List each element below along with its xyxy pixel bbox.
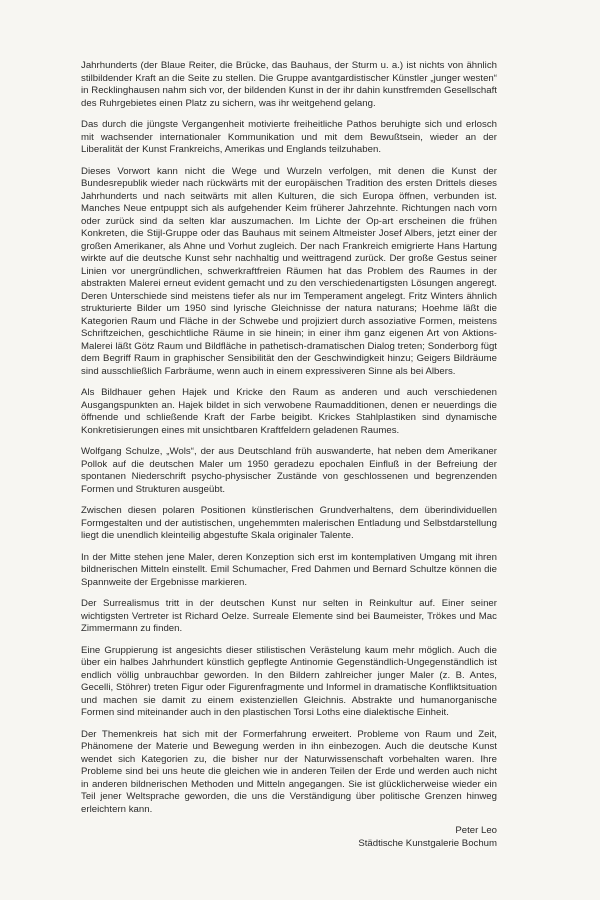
paragraph-10: Der Themenkreis hat sich mit der Formerfahrung erweitert. Probleme von Raum und Zeit, Phänomene der Materie und Bewegung werden in ihn einbezogen. Auch die deutsche Kunst wendet sich Kategorien zu, die bisher nur der Naturwissenschaft vorbehalten waren. Ihre Probleme sind bei uns heute die gleichen wie in anderen Teilen der Erde und werden auch nicht in anderen bildnerischen Methoden und Mitteln angegangen. Sie ist glücklicherweise wieder ein Teil jener Weltsprache geworden, die uns die Verständigung über politische Grenzen hinweg erleichtern kann. [81, 728, 497, 815]
paragraph-8: Der Surrealismus tritt in der deutschen Kunst nur selten in Reinkultur auf. Einer seiner wichtigsten Vertreter ist Richard Oelze. Surreale Elemente sind bei Baumeister, Trökes und Mac Zimmermann zu finden. [81, 598, 497, 634]
paragraph-7: In der Mitte stehen jene Maler, deren Konzeption sich erst im kontemplativen Umgang mit ihren bildnerischen Mitteln einstellt. Emil Schumacher, Fred Dahmen und Bernard Schultze können die Spannweite der Ergebnisse markieren. [81, 551, 497, 588]
paragraph-1: Jahrhunderts (der Blaue Reiter, die Brücke, das Bauhaus, der Sturm u. a.) ist nichts von ähnlich stilbildender Kraft an die Seite zu stellen. Die Gruppe avantgardistischer Künstler „junger westen“ in Recklinghausen nahm sich vor, der bildenden Kunst in der ihr dahin kunstfremden Gesellschaft des Ruhrgebietes einen Platz zu sichern, was ihr weitgehend gelang. [81, 60, 497, 109]
author-name: Peter Leo [455, 825, 497, 836]
paragraph-4: Als Bildhauer gehen Hajek und Kricke den Raum as anderen und auch verschiedenen Ausgangspunkten an. Hajek bildet in sich verwobene Raumadditionen, denen er neuerdings die öffnende und schließende Kraft der Farbe beigibt. Krickes Stahlplastiken sind dynamische Konkretisierungen eines mit unsichtbaren Kraftfeldern geladenen Raumes. [81, 387, 497, 436]
paragraph-6: Zwischen diesen polaren Positionen künstlerischen Grundverhaltens, dem überindividuellen Formgestalten und der autistischen, ungehemmten malerischen Entladung und Selbstdarstellung liegt die unendlich kleinteilig abgestufte Skala originaler Talente. [81, 505, 497, 541]
paragraph-3: Dieses Vorwort kann nicht die Wege und Wurzeln verfolgen, mit denen die Kunst der Bundesrepublik wieder nach rückwärts mit der europäischen Tradition des ersten Drittels dieses Jahrhunderts und nach seitwärts mit allen Kulturen, die sich Europa öffnen, verbunden ist. Manches Neue entpuppt sich als aufgehender Keim früherer Jahrzehnte. Richtungen nach vorn oder zurück sind da selten klar auszumachen. Im Lichte der Op-art erscheinen die frühen Konkreten, die Stijl-Gruppe oder das Bauhaus mit seinem Altmeister Josef Albers, jetzt einer der großen Amerikaner, als Ahne und Vorhut zugleich. Der nach Frankreich emigrierte Hans Hartung wirkte auf die deutsche Kunst sehr nachhaltig und weittragend zurück. Der große Gestus seiner Linien vor unergründlichen, schwerkraftfreien Räumen hat das Problem des Raumes in der abstrakten Malerei erneut evident gemacht und zu den verschiedenartigsten Lösungen angeregt. Deren Unterschiede sind meistens tiefer als nur im Temperament angelegt. Fritz Winters ähnlich strukturierte Bilder um 1950 sind lyrische Gleichnisse der natura naturans; Hoehme läßt die Kategorien Raum und Fläche in der Schwebe und projiziert durch assoziative Formen, meistens Schriftzeichen, geschichtliche Räume in sie hinein; in einer ihm ganz eigenen Art von Aktions-Malerei läßt Götz Raum und Bildfläche in pathetisch-dramatischen Dialog treten; Sonderborg fügt dem Begriff Raum in graphischer Sensibilität den der Geschwindigkeit hinzu; Geigers Bildräume sind ausschließlich Farbräume, wenn auch in einem expressiveren Sinne als bei Albers. [81, 165, 497, 377]
signature-block [81, 825, 497, 850]
paragraph-9: Eine Gruppierung ist angesichts dieser stilistischen Verästelung kaum mehr möglich. Auch die über ein halbes Jahrhundert künstlich gepflegte Antinomie Gegenständlich-Ungegenständlich ist endlich völlig unbrauchbar geworden. In den Bildern zahlreicher junger Maler (z. B. Antes, Gecelli, Stöhrer) treten Figur oder Figurenfragmente und Informel in dramatische Konfliktsituation und machen sie damit zu einem existenziellen Gleichnis. Abstrakte und humanorganische Formen sind miteinander auch in den plastischen Torsi Loths eine dialektische Einheit. [81, 644, 497, 718]
paragraph-2: Das durch die jüngste Vergangenheit motivierte freiheitliche Pathos beruhigte sich und erlosch mit wachsender internationaler Kommunikation und mit dem Bewußtsein, wieder an der Liberalität der Kunst Frankreichs, Amerikas und Englands teilzuhaben. [81, 119, 497, 155]
paragraph-5: Wolfgang Schulze, „Wols“, der aus Deutschland früh auswanderte, hat neben dem Amerikaner Pollok auf die deutschen Maler um 1950 geradezu epochalen Einfluß in der Befreiung der spontanen Niederschrift psycho-physischer Zustände von geschlossenen und begrenzenden Formen und Strukturen ausgeübt. [81, 446, 497, 495]
author-institution: Städtische Kunstgalerie Bochum [358, 837, 497, 849]
